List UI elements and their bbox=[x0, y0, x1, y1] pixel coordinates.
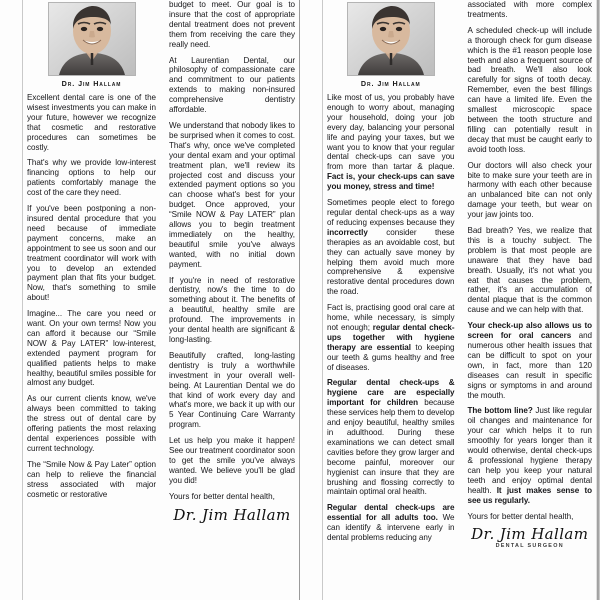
right-col2-body bbox=[468, 0, 593, 506]
body-paragraph: A scheduled check-up will include a thorough check for gum disease which is the #1 reason people lose teeth and also a frequent source of bad breath. We'll also look carefully for signs of tooth decay. Remember, even the best fillings can have a limited life. Even the smallest microscopic space between the tooth structure and filling can potentially result in decay that must be caught early to avoid tooth loss. bbox=[467, 25, 592, 154]
right-signature-title: DENTAL SURGEON bbox=[495, 543, 564, 550]
body-paragraph: The “Smile Now & Pay Later” option can help to relieve the financial stress associated with major cosmetic or restorative bbox=[27, 459, 156, 499]
left-page-columns bbox=[23, 0, 299, 600]
body-paragraph: Regular dental check-ups & hygiene care are especially important for children because these services help them to develop and enjoy beautiful, healthy smiles in adulthood. During these examinations we can detect small cavities before they grow larger and become painful, moreover our hygienist can insure that they are brushing and flossing correctly to maintain optimal oral health. bbox=[327, 378, 455, 497]
body-paragraph: Excellent dental care is one of the wisest investments you can make in your future, however we recognize that cosmetic and restorative procedures can sometimes be costly. bbox=[27, 93, 156, 152]
body-paragraph: If you're in need of restorative dentistry, now's the time to do something about it. The benefits of a beautiful, healthy smile are profound. The improvements in your dental health are significant & long-lasting. bbox=[169, 275, 295, 344]
right-page-column-2 bbox=[461, 0, 595, 600]
body-paragraph: Like most of us, you probably have enough to worry about, managing your household, doing your job every day, balancing your personal life and paying your taxes, but we want you to know that your regular dental check-ups can save you from more than tartar & plaque. Fact is, your check-ups can save you money, stress and time! bbox=[327, 93, 455, 192]
left-page-gutter bbox=[0, 0, 23, 600]
right-page-columns bbox=[323, 0, 596, 600]
left-signature: Dr. Jim Hallam bbox=[173, 505, 291, 524]
body-paragraph: At Laurentian Dental, our philosophy of compassionate care and commitment to our patients extends to making non-insured comprehensive dentistry affordable. bbox=[169, 55, 295, 115]
body-paragraph: As our current clients know, we've always been committed to taking the stress out of dental care by offering patients the most relaxing dental experiences possible with current technology. bbox=[27, 394, 156, 453]
author-photo-caption: Dr. Jim Hallam bbox=[61, 79, 122, 88]
author-portrait-photo-2 bbox=[347, 2, 435, 76]
body-paragraph: Our doctors will also check your bite to make sure your teeth are in harmony with each other because an unbalanced bite can not only damage your teeth, but wear on your jaw joints too. bbox=[467, 160, 592, 220]
body-paragraph: associated with more complex treatments. bbox=[467, 0, 592, 19]
author-portrait-photo bbox=[48, 2, 136, 76]
author-photo-caption-2: Dr. Jim Hallam bbox=[360, 79, 421, 88]
body-paragraph: Regular dental check-ups are essential for all adults too. We can identify & intervene early in dental problems reducing any bbox=[327, 503, 455, 543]
left-closing-line: Yours for better dental health, bbox=[169, 491, 275, 501]
right-col1-body bbox=[327, 93, 455, 543]
body-paragraph: Beautifully crafted, long-lasting dentistry is truly a worthwhile investment in your overall well-being. At Laurentian Dental we do that kind of work every day and what's more, we back it up with our 5 Year Continuing Care Warranty program. bbox=[169, 350, 295, 430]
body-paragraph: Imagine... The care you need or want. On your own terms! Now you can afford it because our “Smile NOW & Pay LATER” low-interest, extended payment program for qualified patients helps to make healthy, beautiful smiles possible for almost any budget. bbox=[27, 309, 156, 388]
author-photo-block-right bbox=[327, 0, 455, 88]
body-paragraph: The bottom line? Just like regular oil changes and maintenance for your car which helps it to run smoothly for years longer than it would otherwise, dental check-ups & professional hygiene therapy can help you keep your natural teeth and enjoy optimal dental health. It just makes sense to see us regularly. bbox=[467, 406, 592, 505]
left-col2-body bbox=[169, 0, 295, 486]
body-paragraph: budget to meet. Our goal is to insure that the cost of appropriate dental treatment does not prevent them from receiving the care they really need. bbox=[169, 0, 295, 49]
body-paragraph: Your check-up also allows us to screen for oral cancers and numerous other health issues that can be difficult to spot on your own, in fact, more than 120 diseases can result in specific signs or symptoms in and around the mouth. bbox=[467, 321, 592, 400]
left-page-column-1 bbox=[27, 0, 162, 600]
body-paragraph: If you've been postponing a non-insured dental procedure that you need because of immediate payment concerns, make an appointment to see us soon and our treatment coordinator will work with you to develop an extended payment plan that fits your budget. Now, that's something to smile about! bbox=[27, 204, 156, 303]
body-paragraph: Fact is, practising good oral care at home, while necessary, is simply not enough; regular dental check-ups together with hygiene therapy are essential to keeping our teeth & gums healthy and free of diseases. bbox=[327, 303, 455, 372]
right-page bbox=[300, 0, 600, 600]
body-paragraph: Let us help you make it happen! See our treatment coordinator soon to get the smile you've always wanted. We believe you'll be glad you did! bbox=[169, 436, 295, 485]
left-page-column-2 bbox=[162, 0, 297, 600]
right-page-column-1 bbox=[327, 0, 461, 600]
right-page-gutter bbox=[300, 0, 323, 600]
body-paragraph: We understand that nobody likes to be surprised when it comes to cost. That's why, once we've completed your dental exam and your optimal treatment plan, we'll review its projected cost and discuss your extended payment options so you can choose what's best for your budget. Once approved, your “Smile NOW & Pay LATER” plan allows you to begin treatment immediately on the healthy, beautiful smile you've always wanted, with no initial down payment. bbox=[169, 120, 295, 269]
body-paragraph: Sometimes people elect to forego regular dental check-ups as a way of reducing expenses because they incorrectly consider these therapies as an avoidable cost, but they can actually save money by helping them avoid much more comprehensive & expensive restorative dental procedures down the road. bbox=[327, 198, 455, 297]
right-signature: Dr. Jim Hallam bbox=[471, 525, 589, 544]
body-paragraph: That's why we provide low-interest financing options to help our patients comfortably manage the cost of the care they need. bbox=[27, 158, 156, 198]
right-closing-line: Yours for better dental health, bbox=[467, 511, 574, 521]
page-edge-shadow bbox=[596, 0, 600, 600]
body-paragraph: Bad breath? Yes, we realize that this is a touchy subject. The problem is that most people are unaware that they have bad breath. Usually, it's not what you eat that causes the problem, rather, it's an accumulation of dental plaque that is the common cause and we can help with that. bbox=[467, 226, 592, 315]
author-photo-block-left bbox=[27, 0, 156, 88]
left-col1-body bbox=[27, 93, 156, 499]
